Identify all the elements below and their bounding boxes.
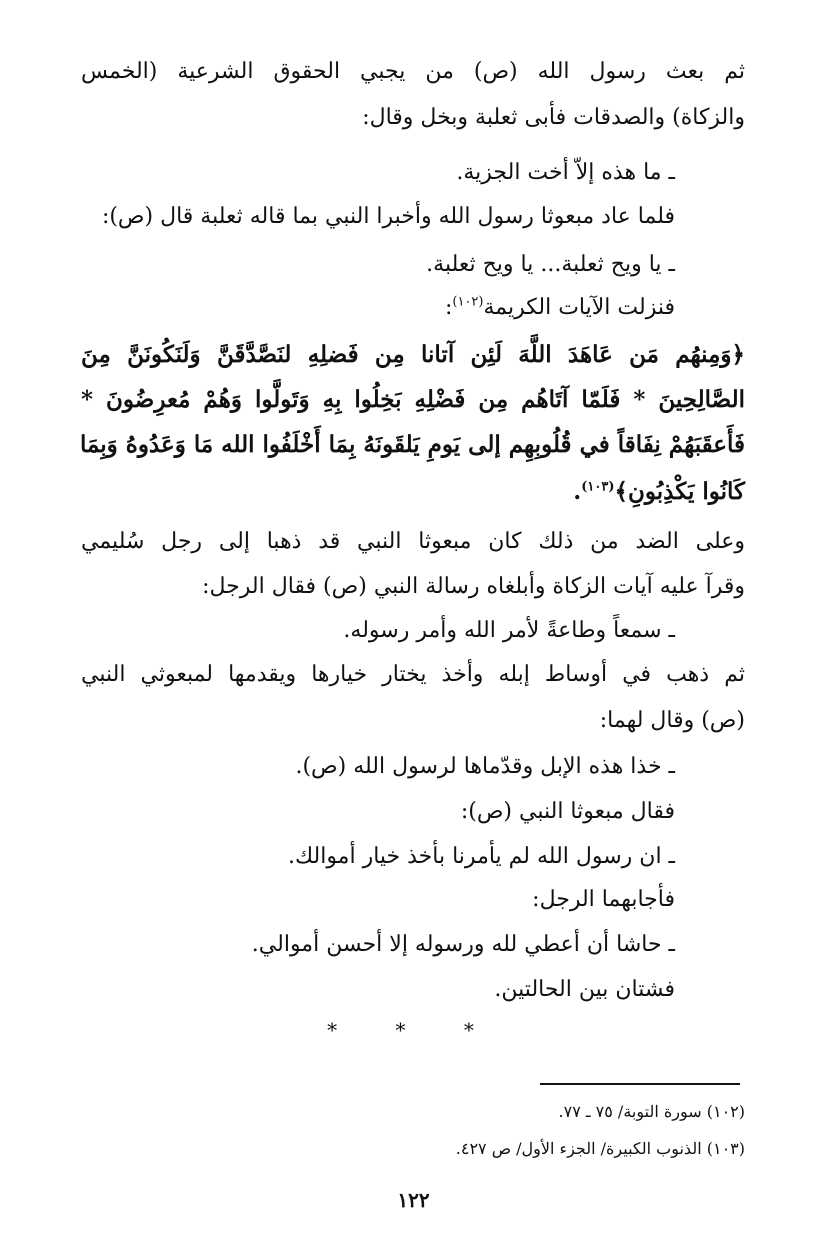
text-line: (ص) وقال لهما:	[599, 708, 745, 733]
footnote-divider	[540, 1083, 740, 1085]
text-fragment: كَانُوا يَكْذِبُونِ﴾	[614, 478, 745, 505]
punctuation: :	[444, 295, 453, 320]
text-line	[445, 293, 675, 323]
quran-verse-line	[573, 477, 745, 507]
dialogue-line: ـ خذا هذه الإبل وقدّماها لرسول الله (ص).	[295, 754, 675, 779]
footnote-ref: (١٠٢)	[452, 294, 484, 310]
dialogue-line: ـ يا ويح ثعلبة... يا ويح ثعلبة.	[426, 252, 675, 277]
dialogue-line: ـ ان رسول الله لم يأمرنا بأخذ خيار أموالك.	[287, 844, 675, 869]
text-line: والزكاة) والصدقات فأبى ثعلبة وبخل وقال:	[362, 105, 745, 130]
text-line: فلما عاد مبعوثا رسول الله وأخبرا النبي بما قاله ثعلبة قال (ص):	[101, 204, 675, 229]
quran-verse-line: ﴿وَمِنهُم مَن عَاهَدَ اللَّهَ لَئِن آتانا مِن فَضلِهِ لنَصَّدَّقَنَّ وَلَنَكُونَنَّ مِنَ	[81, 341, 745, 368]
text-line: وقرآ عليه آيات الزكاة وأبلغاه رسالة النبي (ص) فقال الرجل:	[202, 574, 745, 599]
dialogue-line: ـ حاشا أن أعطي لله ورسوله إلا أحسن أموالي.	[251, 932, 675, 957]
page-number: ١٢٢	[397, 1188, 430, 1212]
text-line: فشتان بين الحالتين.	[494, 977, 675, 1002]
footnote: (١٠٢) سورة التوبة/ ٧٥ ـ ٧٧.	[558, 1102, 745, 1121]
punctuation: .	[573, 478, 582, 505]
text-fragment: فنزلت الآيات الكريمة	[483, 295, 675, 320]
section-separator: * * *	[327, 1018, 500, 1042]
footnote-ref: (١٠٣)	[581, 479, 615, 495]
text-line: وعلى الضد من ذلك كان مبعوثا النبي قد ذهبا إلى رجل سُليمي	[81, 529, 745, 554]
text-line: ثم ذهب في أوساط إبله وأخذ يختار خيارها ويقدمها لمبعوثي النبي	[81, 662, 745, 687]
footnote: (١٠٣) الذنوب الكبيرة/ الجزء الأول/ ص ٤٢٧.	[455, 1139, 745, 1158]
dialogue-line: ـ ما هذه إلاّ أخت الجزية.	[456, 160, 675, 185]
text-line: فأجابهما الرجل:	[532, 887, 675, 912]
text-line: فقال مبعوثا النبي (ص):	[460, 799, 675, 824]
quran-verse-line: الصَّالِحِينَ * فَلَمّا آتَاهُم مِن فَضْلِهِ بَخِلُوا بِهِ وَتَولَّوا وَهُمْ مُعرِضُونَ *	[81, 386, 745, 413]
dialogue-line: ـ سمعاً وطاعةً لأمر الله وأمر رسوله.	[343, 618, 675, 643]
text-line: ثم بعث رسول الله (ص) من يجبي الحقوق الشرعية (الخمس	[81, 59, 745, 84]
quran-verse-line: فَأَعقَبَهُمْ نِفَاقاً في قُلُوبِهِم إلى يَومِ يَلقَونَهُ بِمَا أَخْلَفُوا الله مَا وَعَدُوهُ وَبِمَا	[79, 431, 745, 458]
